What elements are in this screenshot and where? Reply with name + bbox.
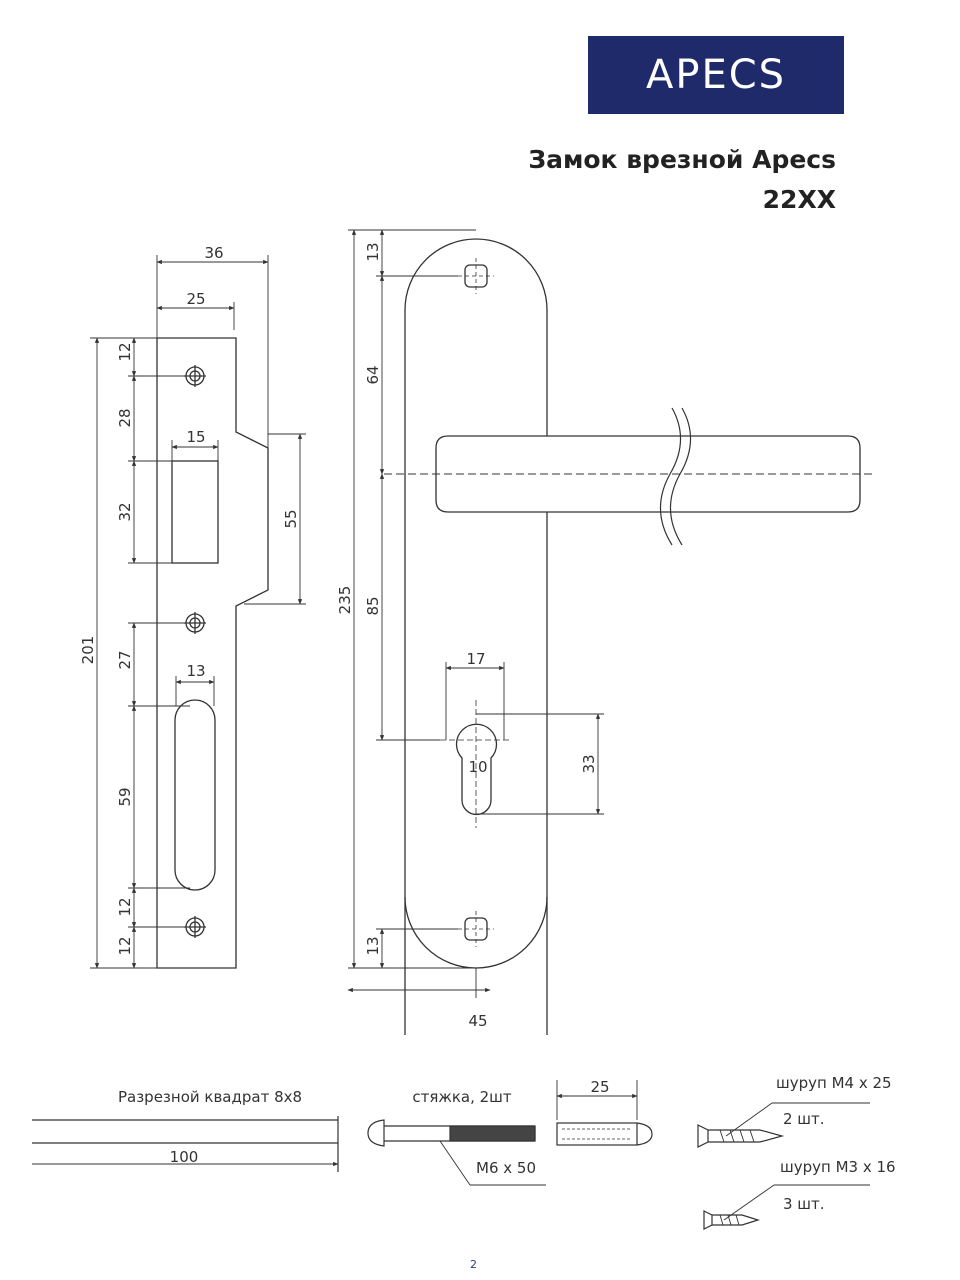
strike-plate-outline (157, 338, 268, 968)
plate-hole-bottom (458, 911, 494, 947)
dim-59: 59 (116, 787, 134, 807)
strike-slot (172, 461, 218, 563)
strike-dim-labels (79, 244, 300, 956)
tie-sleeve-length: 25 (590, 1078, 610, 1096)
square-label: Разрезной квадрат 8х8 (117, 1088, 303, 1106)
handle-dim-labels (336, 242, 598, 1030)
dim-25: 25 (186, 290, 206, 308)
dim-15: 15 (186, 428, 206, 446)
strike-hole-3 (184, 916, 206, 938)
dim-13-top: 13 (364, 242, 382, 262)
tie-size: М6 х 50 (476, 1159, 536, 1177)
page-number: 2 (470, 1258, 477, 1271)
screw2-qty: 3 шт. (783, 1195, 825, 1213)
strike-oval-slot (175, 700, 215, 890)
strike-hole-1 (184, 365, 206, 387)
dim-36: 36 (204, 244, 224, 262)
dim-28: 28 (116, 408, 134, 428)
screw1-qty: 2 шт. (783, 1110, 825, 1128)
dim-45: 45 (468, 1012, 488, 1030)
handle-plate-drawing (348, 230, 876, 1035)
dim-85: 85 (364, 596, 382, 616)
square-length: 100 (169, 1148, 199, 1166)
strike-hole-2 (184, 612, 206, 634)
dim-13-oval: 13 (186, 662, 206, 680)
tie-label: стяжка, 2шт (412, 1088, 512, 1106)
plate-hole-top (458, 258, 494, 294)
screw1-label: шуруп М4 х 25 (776, 1074, 892, 1092)
dim-10: 10 (468, 758, 488, 776)
logo-text: APECS (645, 52, 787, 98)
dim-27: 27 (116, 650, 134, 670)
dim-13-bot: 13 (364, 936, 382, 956)
dim-235: 235 (336, 585, 354, 615)
title-line-1: Замок врезной Apecs (528, 145, 836, 174)
dim-64: 64 (364, 365, 382, 385)
dim-12-mid: 12 (116, 897, 134, 917)
dim-33: 33 (580, 754, 598, 774)
dim-55: 55 (282, 509, 300, 529)
dim-32: 32 (116, 502, 134, 522)
screw2-label: шуруп М3 х 16 (780, 1158, 896, 1176)
dim-201: 201 (79, 635, 97, 665)
title-line-2: 22XX (762, 185, 836, 214)
dim-12-bot: 12 (116, 936, 134, 956)
dim-17: 17 (466, 650, 486, 668)
dim-12-top: 12 (116, 342, 134, 362)
